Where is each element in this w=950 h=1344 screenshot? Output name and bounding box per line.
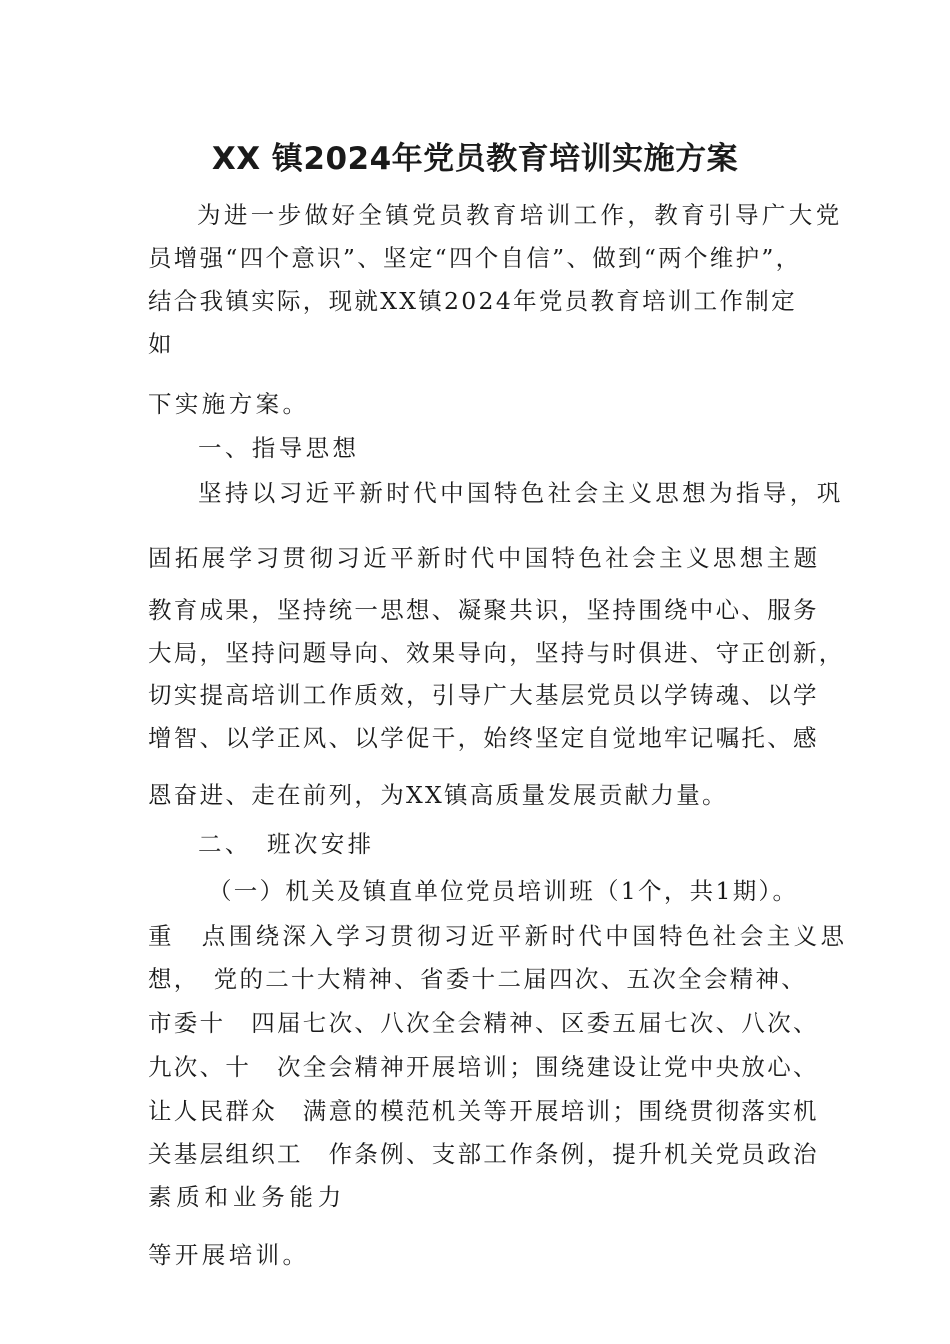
paragraph-line: 想， 党的二十大精神、省委十二届四次、五次全会精神、 [148,965,808,993]
section-heading: 二、 班次安排 [198,830,375,858]
paragraph-line: 坚持以习近平新时代中国特色社会主义思想为指导，巩 [198,479,844,507]
paragraph-line: 如 [148,330,175,358]
paragraph-line: 员增强“四个意识”、坚定“四个自信”、做到“两个维护”， [148,244,802,272]
paragraph-line: 恩奋进、走在前列，为XX镇高质量发展贡献力量。 [148,781,728,809]
paragraph-line: 让人民群众 满意的模范机关等开展培训；围绕贯彻落实机 [148,1097,819,1125]
document-title: XX 镇2024年党员教育培训实施方案 [211,141,739,177]
paragraph-line: 增智、以学正风、以学促干，始终坚定自觉地牢记嘱托、感 [148,724,819,752]
paragraph-line: 为进一步做好全镇党员教育培训工作，教育引导广大党 [197,201,843,229]
paragraph-line: 关基层组织工 作条例、支部工作条例，提升机关党员政治 [148,1140,819,1168]
paragraph-line: 重 点围绕深入学习贯彻习近平新时代中国特色社会主义思 [148,922,848,950]
paragraph-line: 切实提高培训工作质效，引导广大基层党员以学铸魂、以学 [148,681,819,709]
paragraph-line: 素质和业务能力 [148,1183,347,1211]
paragraph-line: 等开展培训。 [148,1241,310,1269]
paragraph-line: 教育成果，坚持统一思想、凝聚共识，坚持围绕中心、服务 [148,596,819,624]
section-heading: 一、指导思想 [198,434,360,462]
paragraph-line: 结合我镇实际，现就XX镇2024年党员教育培训工作制定 [148,287,797,315]
paragraph-line: 大局，坚持问题导向、效果导向，坚持与时俱进、守正创新， [148,639,845,667]
paragraph-line: 固拓展学习贯彻习近平新时代中国特色社会主义思想主题 [148,544,821,572]
paragraph-line: 九次、十 次全会精神开展培训；围绕建设让党中央放心、 [148,1053,819,1081]
paragraph-line: 市委十 四届七次、八次全会精神、区委五届七次、八次、 [148,1009,819,1037]
paragraph-line: 下实施方案。 [148,390,310,418]
paragraph-line: （一）机关及镇直单位党员培训班（1个，共1期）。 [208,877,799,905]
